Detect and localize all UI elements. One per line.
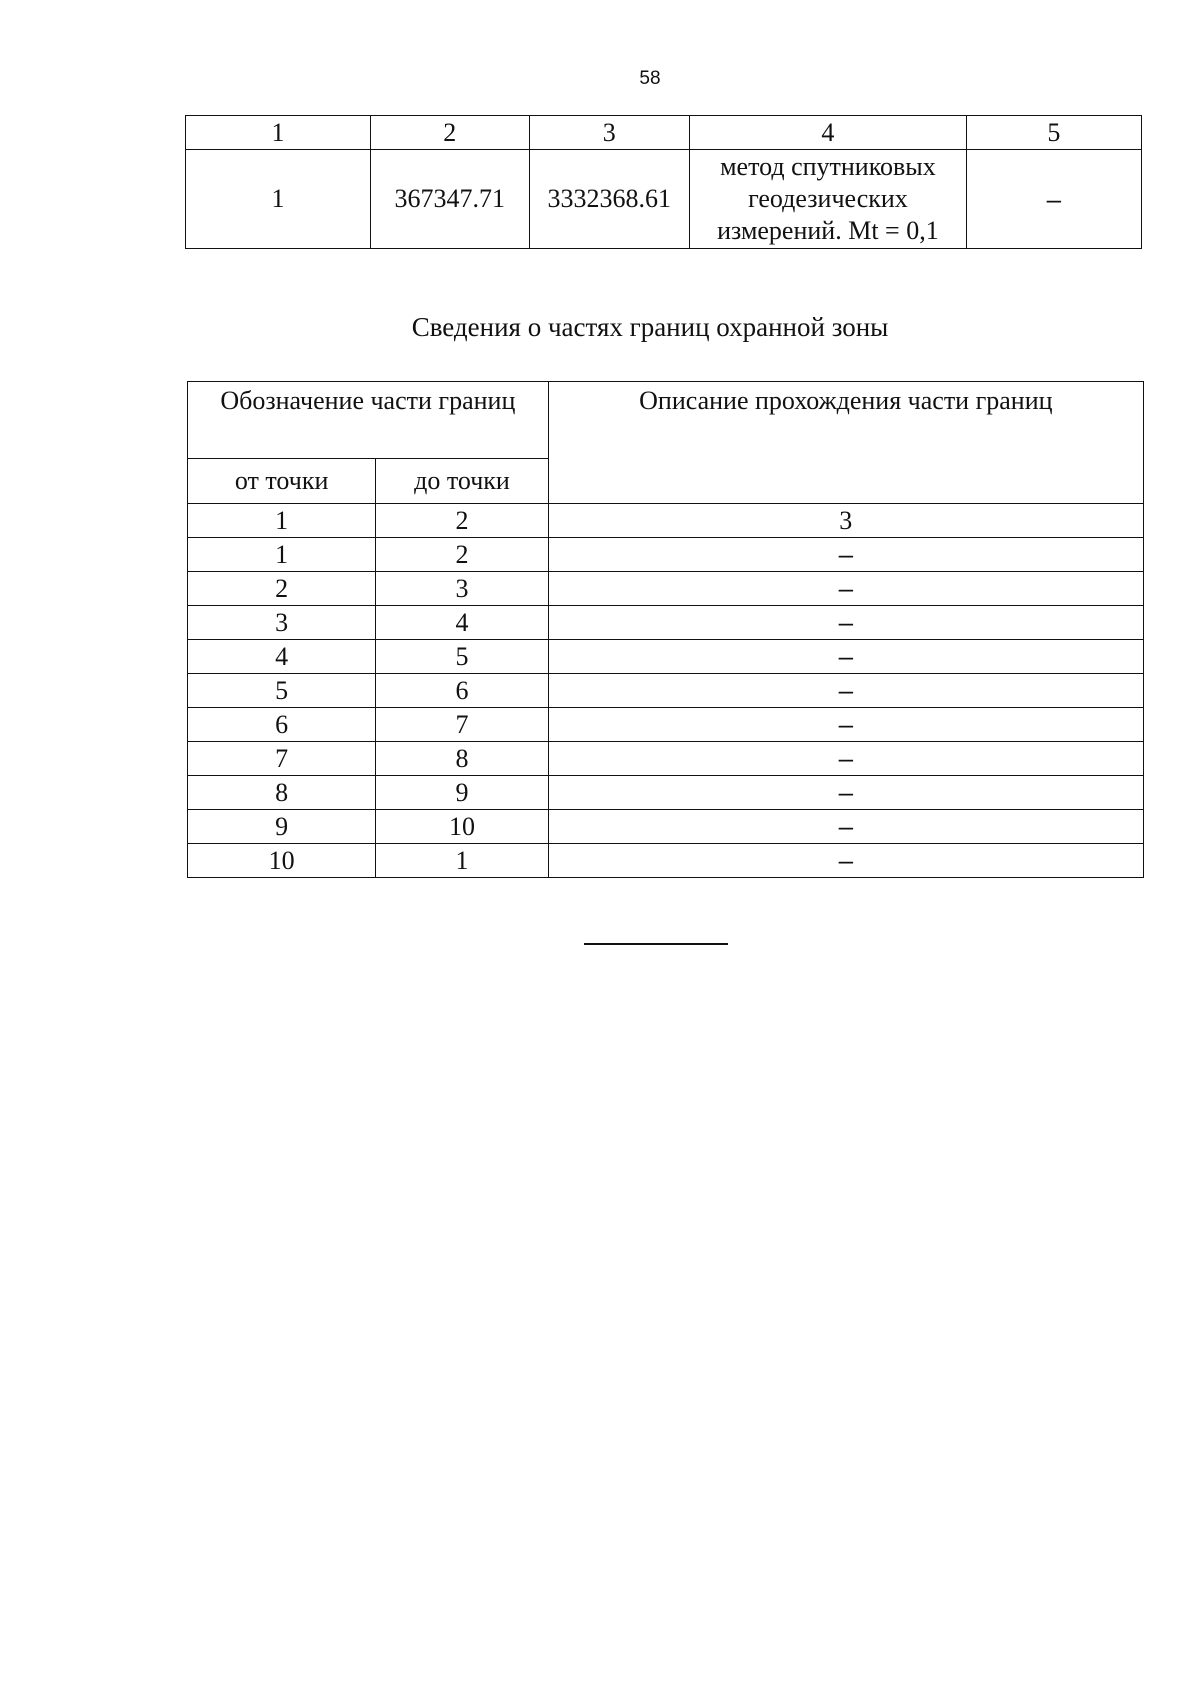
note-cell: – [966,150,1141,249]
from-point-header: от точки [188,459,376,504]
table-header-row [186,116,1142,150]
section-title: Сведения о частях границ охранной зоны [411,312,889,342]
description-cell: – [548,742,1143,776]
column-number-cell: 3 [548,504,1143,538]
method-line: геодезических [748,184,908,213]
from-point-cell: 4 [188,640,376,674]
from-point-cell: 2 [188,572,376,606]
page-number: 58 [639,68,661,89]
table-row [188,708,1144,742]
to-point-cell: 8 [376,742,548,776]
to-point-cell: 6 [376,674,548,708]
method-cell [690,150,967,249]
to-point-cell: 4 [376,606,548,640]
point-number-cell: 1 [186,150,371,249]
table-row [188,538,1144,572]
parts-table-header [187,381,1144,504]
table-row [188,572,1144,606]
description-cell: – [548,572,1143,606]
table-row [188,810,1144,844]
description-cell: – [548,708,1143,742]
description-cell: – [548,538,1143,572]
designation-header: Обозначение части границ [188,382,549,459]
x-coordinate-cell: 367347.71 [371,150,529,249]
from-point-cell: 10 [188,844,376,878]
description-cell: – [548,674,1143,708]
from-point-cell: 9 [188,810,376,844]
description-cell: – [548,776,1143,810]
column-number-row [188,504,1144,538]
header-cell: 5 [966,116,1141,150]
table-row [188,844,1144,878]
to-point-header: до точки [376,459,548,504]
to-point-cell: 2 [376,538,548,572]
table-row [188,606,1144,640]
to-point-cell: 7 [376,708,548,742]
table-row [188,640,1144,674]
to-point-cell: 9 [376,776,548,810]
from-point-cell: 5 [188,674,376,708]
table-row [188,674,1144,708]
header-cell: 3 [529,116,690,150]
description-cell: – [548,606,1143,640]
from-point-cell: 3 [188,606,376,640]
description-cell: – [548,844,1143,878]
from-point-cell: 1 [188,538,376,572]
column-number-cell: 2 [376,504,548,538]
description-cell: – [548,640,1143,674]
to-point-cell: 3 [376,572,548,606]
to-point-cell: 10 [376,810,548,844]
parts-table-body [187,503,1144,878]
description-header: Описание прохождения части границ [548,382,1143,504]
end-separator-line [584,943,728,945]
header-cell: 2 [371,116,529,150]
from-point-cell: 6 [188,708,376,742]
y-coordinate-cell: 3332368.61 [529,150,690,249]
method-line: метод спутниковых [720,152,936,181]
method-line: измерений. Mt = 0,1 [717,216,939,245]
table-row [188,742,1144,776]
table-row [186,150,1142,249]
table-row [188,776,1144,810]
from-point-cell: 7 [188,742,376,776]
coordinates-table [185,115,1142,249]
header-cell: 1 [186,116,371,150]
header-cell: 4 [690,116,967,150]
to-point-cell: 1 [376,844,548,878]
description-cell: – [548,810,1143,844]
to-point-cell: 5 [376,640,548,674]
column-number-cell: 1 [188,504,376,538]
parts-header-row [188,382,1144,459]
from-point-cell: 8 [188,776,376,810]
